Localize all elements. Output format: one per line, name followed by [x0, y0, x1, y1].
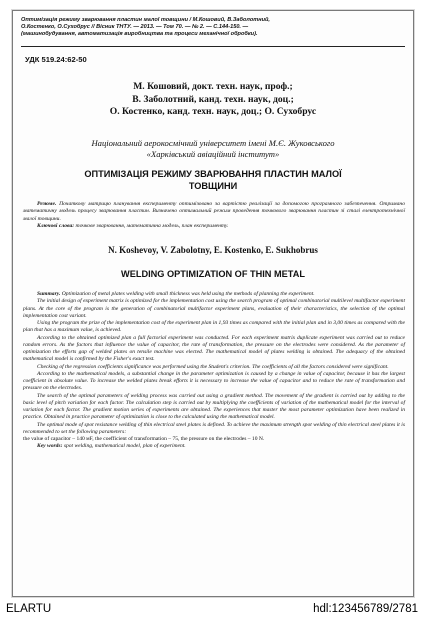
citation-header [21, 17, 405, 38]
recommended-parameters: the value of capacitor – 140 мF, the coefficient of transformation – 75, the pressure on the electrodes – 10 N. [23, 436, 265, 442]
summary-paragraph: Using the program the prize of the implementation cost of the experiment plan in 1,93 times as compared with the initial plan and in 3,00 times as compared with the plan that has a maximum value, is achieved. [23, 320, 405, 334]
author-line: О. Костенко, канд. техн. наук, доц.; О. Сухобрус [109, 106, 317, 117]
affiliation-line: Національний аерокосмічний університет імені М.Є. Жуковського [91, 138, 335, 148]
handle-id: hdl:123456789/2781 [313, 603, 418, 615]
keywords-label: Ключові слова: [37, 222, 75, 229]
header-divider [21, 46, 405, 47]
citation-line: (машинобудування, автоматизація виробництва та процеси механічної обробки). [21, 31, 258, 37]
summary-paragraph: The initial design of experiment matrix is optimized for the implementation cost using the search program of optimal combinatorial multilevel multifactor experiment plans. At the core of the program is the generation of combinatorial multifactor experiment plans, evaluation of their characteristics, the selection of the optimal implementation cost variant. [23, 298, 405, 319]
affiliation-line: «Харківський авіаційний інститут» [146, 149, 280, 159]
summary-paragraph: The optimal mode of spot resistance welding of thin electrical steel plates is defined. To achieve the maximum strength spot welding of thin electrical steel plates it is recommended to set the following parameters: [23, 421, 405, 435]
keywords-text: точкове зварювання, математична модель, план експерименту. [75, 222, 229, 229]
summary-paragraph: Checking of the regression coefficients significance was performed using the Student's criterion. The coefficients of all the factors considered were significant. [37, 363, 389, 370]
repository-footer [0, 600, 424, 620]
authors-en: N. Koshevoy, V. Zabolotny, E. Kostenko, E. Sukhobrus [108, 245, 318, 255]
summary-paragraph: The search of the optimal parameters of welding process was carried out using a gradient method. The movement of the gradient is carried out by adding to the basic level of pitch variation for each factor. The calculation step is carried out by multiplying the coefficients of variation of the mathematical model for the interval of variation for each factor. The gradient motion series of experiments are obtained. The experiences that master the most parameter optimization have been realized in practice. Obtained in practice parameter of optimization is close to the calculated using the mathematical model. [23, 392, 405, 421]
summary-paragraph: According to the obtained optimized plan a full factorial experiment was conducted. For each experiment matrix duplicate experiment was carried out to reduce random errors. As the factors that influence the value of capacitor, the rate of transformation, the pressure on the electrodes were considered. As the parameter of optimization the efforts gap of welded plates on tensile machine was elected. The mathematical model of plates welding is obtained. The adequacy of the obtained mathematical model is confirmed by the Fisher's exact test. [23, 334, 405, 363]
repository-name: ELARTU [6, 603, 52, 615]
author-line: В. Заболотний, канд. техн. наук, доц.; [132, 93, 294, 105]
article-page [12, 10, 414, 597]
summary-text: Optimization of metal plates welding with small thickness was held using the methods of planning the experiment. [61, 291, 315, 297]
keywords-en-label: Key words: [37, 443, 63, 450]
title-en: WELDING OPTIMIZATION OF THIN METAL [121, 269, 305, 279]
abstract-label: Резюме. [37, 201, 57, 207]
summary-en [23, 291, 405, 451]
keywords-en-text: spot welding, mathematical model, plan of experiment. [63, 443, 186, 450]
affiliation [13, 138, 413, 160]
summary-label: Summary. [37, 291, 61, 297]
summary-paragraph: According to the mathematical models, a substantial change in the parameter optimization is caused by a change in value of capacitor, because it has the largest coefficient in absolute value. To increase the welded plates break efforts it is necessary to increase the value of capacitor and to reduce the rate of transformation and pressure on the electrodes. [23, 370, 405, 392]
title-line: ТОВЩИНИ [188, 181, 238, 191]
abstract-text: Початкову матрицю планування експерименту оптимізовано за вартістю реалізації за допомогою програмного забезпечення. Отримано математичну модель процесу зварювання пластин. Визначено оптимальний режим проведення точкового зварювання пластин зі сталі електротехнічної малої товщини. [23, 201, 405, 222]
authors-ua [13, 81, 413, 119]
citation-line: Оптимізація режиму зварювання пластин малої товщини / М.Кошовий, В.Заболотний, [21, 17, 270, 23]
udk-code: УДК 519.24:62-50 [25, 55, 87, 64]
abstract-ua [23, 201, 405, 230]
author-line: М. Кошовий, докт. техн. наук, проф.; [133, 81, 293, 92]
title-line: ОПТИМІЗАЦІЯ РЕЖИМУ ЗВАРЮВАННЯ ПЛАСТИН МАЛОЇ [84, 169, 342, 179]
title-ua [13, 168, 413, 192]
citation-line: О.Костенко, О.Сухобрус // Вісник ТНТУ. — 2013. — Том 70. — № 2. — С.144-150. — [21, 24, 249, 30]
